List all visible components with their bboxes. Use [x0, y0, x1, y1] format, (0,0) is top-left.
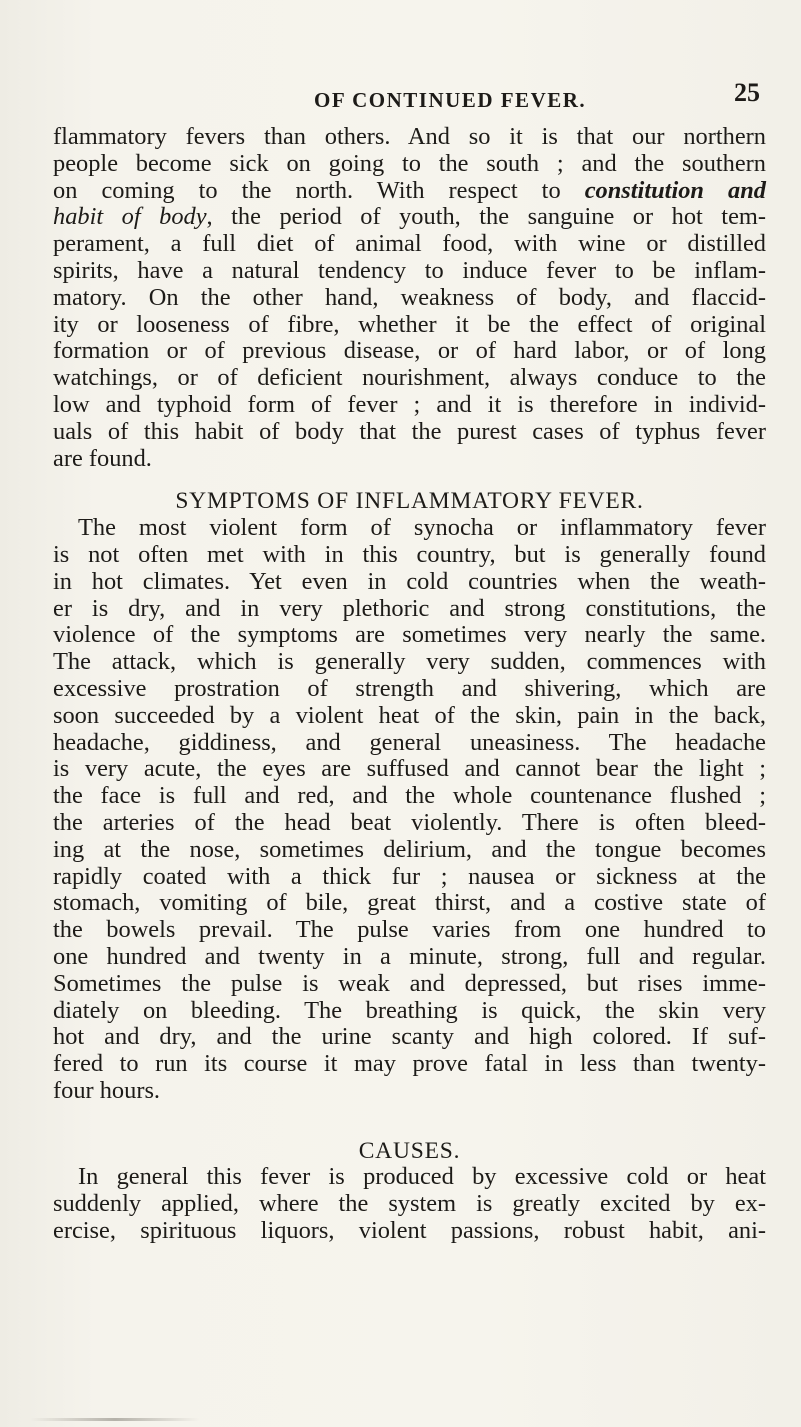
text-line: the bowels prevail. The pulse varies from one hundred to — [53, 916, 766, 944]
text-line: ercise, spirituous liquors, violent passions, robust habit, ani- — [53, 1217, 766, 1245]
paragraph-symptoms — [53, 515, 766, 1105]
text-line: stomach, vomiting of bile, great thirst, and a costive state of — [53, 889, 766, 917]
text-line: watchings, or of deficient nourishment, always conduce to the — [53, 364, 766, 392]
text-line: excessive prostration of strength and shivering, which are — [53, 674, 766, 702]
text-line: is very acute, the eyes are suffused and cannot bear the light ; — [53, 755, 766, 783]
text-line: the arteries of the head beat violently. There is often bleed- — [53, 808, 766, 836]
text-line: matory. On the other hand, weakness of body, and flaccid- — [53, 283, 766, 311]
text-line: flammatory fevers than others. And so it is that our northern — [53, 123, 766, 150]
paragraph-continued — [53, 124, 766, 472]
paragraph-causes — [53, 1164, 766, 1244]
text-line: four hours. — [53, 1076, 161, 1104]
text-line: formation or of previous disease, or of hard labor, or of long — [53, 337, 766, 365]
text-line: rapidly coated with a thick fur ; nausea or sickness at the — [53, 862, 766, 890]
text-line: are found. — [53, 444, 152, 472]
page-edge-shadow — [30, 1418, 200, 1421]
text-line: spirits, have a natural tendency to induce fever to be inflam- — [53, 256, 766, 284]
text-fragment: on coming to the north. With respect to — [53, 176, 585, 204]
section-heading-symptoms: SYMPTOMS OF INFLAMMATORY FEVER. — [175, 488, 644, 515]
text-line: In general this fever is produced by excessive cold or heat — [78, 1163, 766, 1191]
text-line: perament, a full diet of animal food, with wine or distilled — [53, 230, 766, 258]
running-title: OF CONTINUED FEVER. — [314, 88, 587, 112]
italic-emphasis: habit of body — [53, 203, 207, 231]
text-line — [53, 178, 766, 205]
text-line: suddenly applied, where the system is greatly excited by ex- — [53, 1190, 766, 1218]
text-line: soon succeeded by a violent heat of the skin, pain in the back, — [53, 701, 766, 729]
text-line — [53, 204, 766, 231]
text-line: diately on bleeding. The breathing is quick, the skin very — [53, 996, 766, 1024]
text-line: ity or looseness of fibre, whether it be the effect of original — [53, 310, 766, 338]
text-line: the face is full and red, and the whole countenance flushed ; — [53, 782, 766, 810]
text-line: Sometimes the pulse is weak and depressed, but rises imme- — [53, 969, 766, 997]
running-head — [50, 78, 766, 122]
text-line: fered to run its course it may prove fatal in less than twenty- — [53, 1050, 766, 1078]
text-fragment: , the period of youth, the sanguine or hot tem- — [206, 203, 766, 231]
text-line: ing at the nose, sometimes delirium, and the tongue becomes — [53, 835, 766, 863]
text-line: low and typhoid form of fever ; and it is therefore in individ- — [53, 390, 766, 418]
text-line: violence of the symptoms are sometimes very nearly the same. — [53, 621, 766, 649]
text-line: is not often met with in this country, but is generally found — [53, 540, 766, 568]
page-number: 25 — [734, 78, 760, 107]
italic-emphasis: constitution and — [584, 176, 766, 204]
text-line: people become sick on going to the south ; and the southern — [53, 149, 766, 177]
text-line: er is dry, and in very plethoric and strong constitutions, the — [53, 594, 766, 622]
text-line: hot and dry, and the urine scanty and high colored. If suf- — [53, 1023, 766, 1051]
text-line: uals of this habit of body that the purest cases of typhus fever — [53, 417, 766, 445]
section-heading-causes: CAUSES. — [358, 1137, 461, 1164]
text-line: The most violent form of synocha or inflammatory fever — [78, 514, 766, 542]
text-line: one hundred and twenty in a minute, strong, full and regular. — [53, 942, 766, 970]
text-line: in hot climates. Yet even in cold countries when the weath- — [53, 567, 766, 595]
text-line: headache, giddiness, and general uneasiness. The headache — [53, 728, 766, 756]
body-text — [53, 124, 766, 1245]
text-line: The attack, which is generally very sudden, commences with — [53, 648, 766, 676]
